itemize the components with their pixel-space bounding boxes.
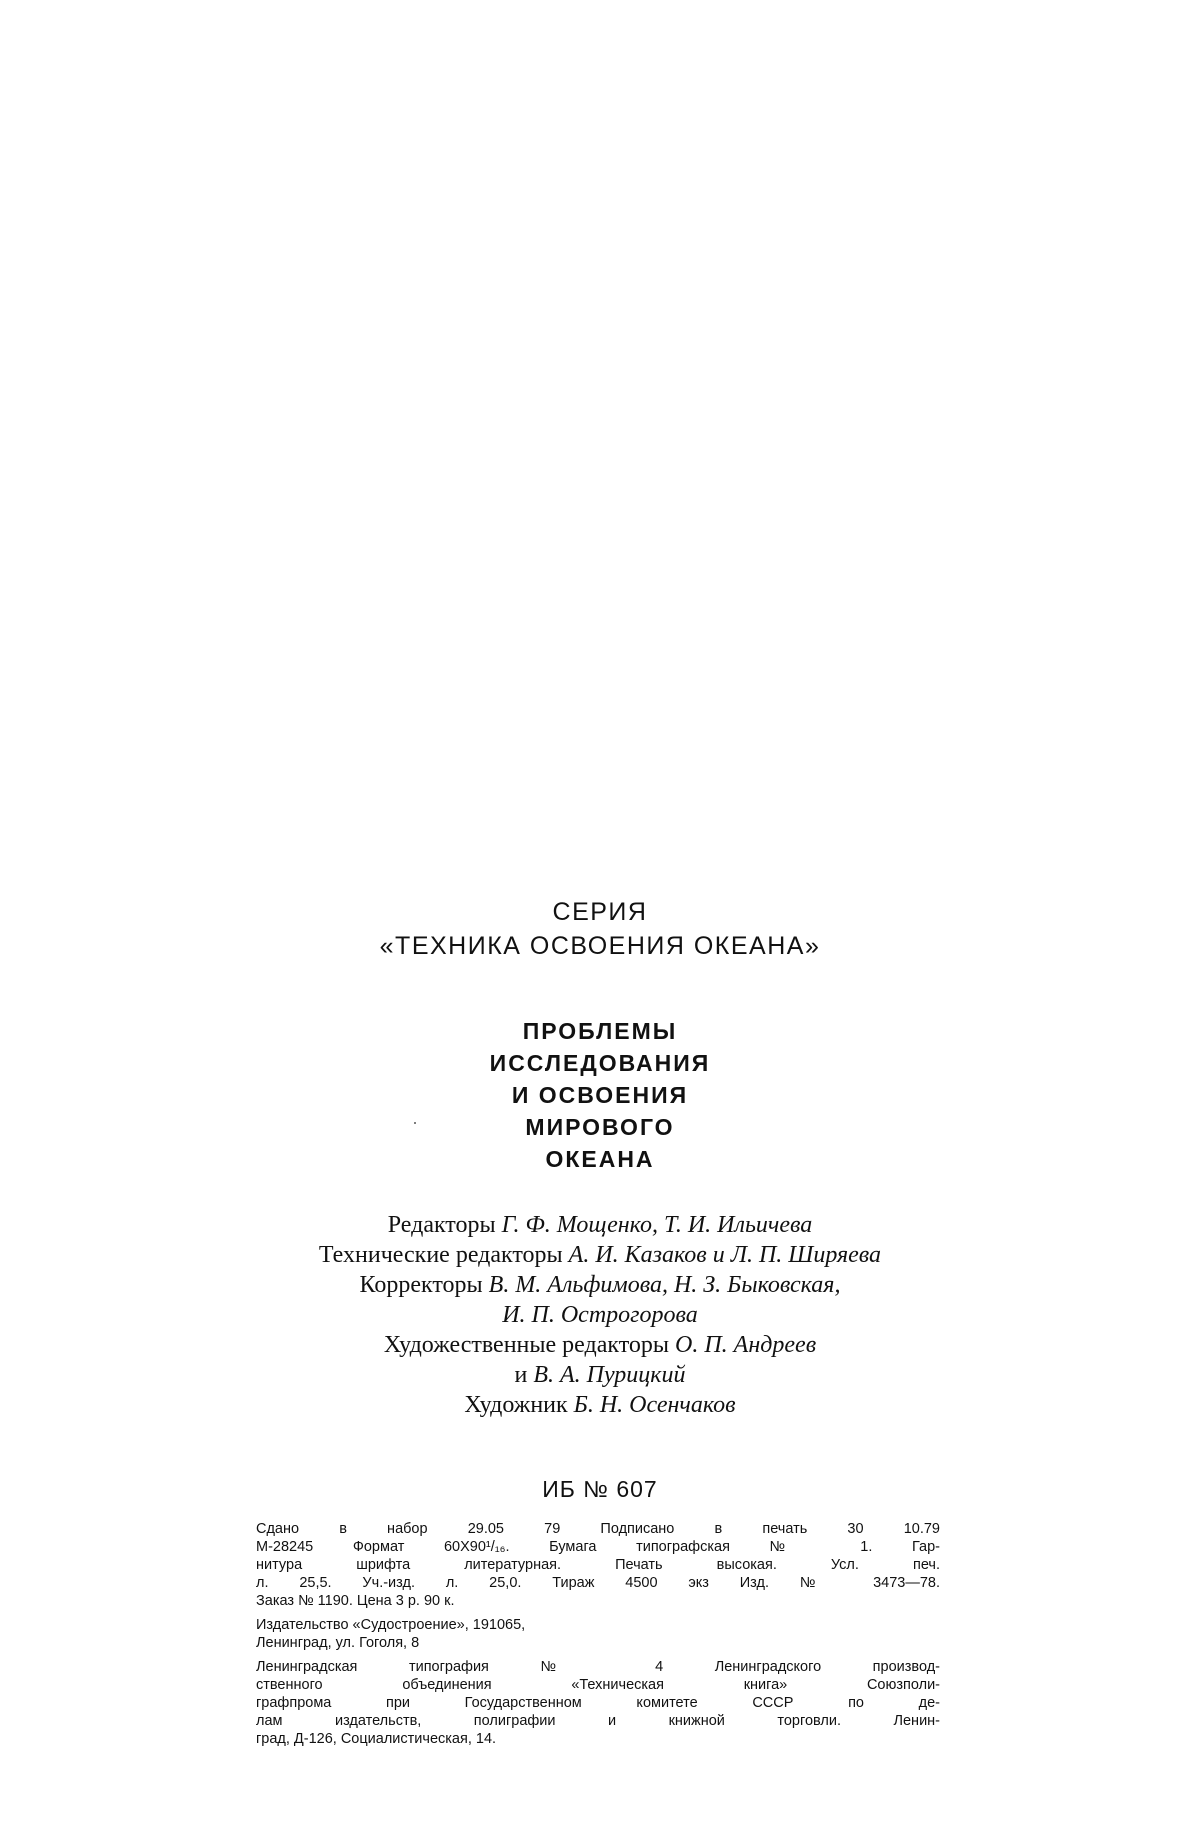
credit-names: О. П. Андреев	[675, 1332, 817, 1358]
printer-info	[256, 1658, 940, 1748]
book-title	[350, 1015, 850, 1175]
title-line: ПРОБЛЕМЫ	[522, 1018, 678, 1044]
editors-credits	[220, 1210, 980, 1420]
credit-role: Художественные редакторы	[383, 1332, 670, 1358]
credit-role: Редакторы	[387, 1212, 496, 1238]
title-line: ОКЕАНА	[545, 1146, 655, 1172]
title-line: МИРОВОГО	[525, 1114, 675, 1140]
series-label: СЕРИЯ	[552, 898, 648, 926]
imprint-line: Сдано в набор 29.05 79 Подписано в печать 30 10.79	[256, 1521, 940, 1537]
series-name: «ТЕХНИКА ОСВОЕНИЯ ОКЕАНА»	[379, 932, 821, 960]
print-details	[256, 1520, 940, 1610]
imprint-line: град, Д-126, Социалистическая, 14.	[256, 1731, 497, 1747]
title-line: И ОСВОЕНИЯ	[511, 1082, 689, 1108]
credit-names: В. А. Пурицкий	[533, 1362, 686, 1388]
series-header	[200, 895, 1000, 963]
credit-line	[220, 1270, 980, 1300]
credit-line	[220, 1390, 980, 1420]
credit-names: И. П. Острогорова	[502, 1302, 698, 1328]
credit-role: Технические редакторы	[318, 1242, 563, 1268]
imprint-line: нитура шрифта литературная. Печать высокая. Усл. печ.	[256, 1557, 940, 1573]
credit-names: А. И. Казаков и Л. П. Ширяева	[568, 1242, 882, 1268]
publisher-address	[256, 1616, 940, 1652]
imprint-line: Издательство «Судостроение», 191065,	[256, 1617, 526, 1633]
imprint-line: л. 25,5. Уч.-изд. л. 25,0. Тираж 4500 экз Изд. № 3473—78.	[256, 1575, 940, 1591]
print-speck	[414, 1122, 416, 1124]
credit-role: и	[514, 1362, 528, 1388]
imprint-line: Заказ № 1190. Цена 3 р. 90 к.	[256, 1593, 455, 1609]
imprint-line: М-28245 Формат 60Х90¹/₁₆. Бумага типографская № 1. Гар-	[256, 1539, 940, 1555]
credit-role: Художник	[464, 1392, 568, 1418]
credit-line	[220, 1360, 980, 1390]
credit-names: В. М. Альфимова, Н. З. Быковская,	[488, 1272, 841, 1298]
credit-names: Б. Н. Осенчаков	[573, 1392, 736, 1418]
credit-line	[220, 1240, 980, 1270]
imprint-line: графпрома при Государственном комитете СССР по де-	[256, 1695, 940, 1711]
imprint-line: Ленинградская типография № 4 Ленинградского производ-	[256, 1659, 940, 1675]
credit-names: Г. Ф. Мощенко, Т. И. Ильичева	[501, 1212, 813, 1238]
credit-line	[220, 1300, 980, 1330]
credit-role: Корректоры	[359, 1272, 483, 1298]
credit-line	[220, 1330, 980, 1360]
title-line: ИССЛЕДОВАНИЯ	[489, 1050, 711, 1076]
imprint-details	[256, 1520, 940, 1754]
ib-number: ИБ № 607	[542, 1476, 658, 1502]
credit-line	[220, 1210, 980, 1240]
imprint-line: лам издательств, полиграфии и книжной торговли. Ленин-	[256, 1713, 940, 1729]
imprint-line: Ленинград, ул. Гоголя, 8	[256, 1635, 420, 1651]
imprint-line: ственного объединения «Техническая книга» Союзполи-	[256, 1677, 940, 1693]
